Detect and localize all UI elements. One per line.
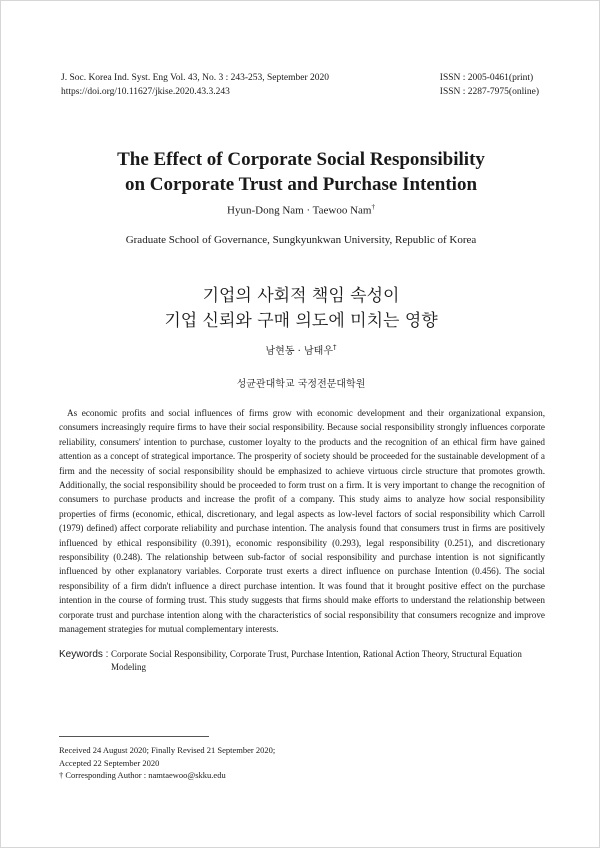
korean-author-names: 남현동 · 남태우 xyxy=(265,346,333,357)
korean-corresponding-mark: † xyxy=(333,343,337,352)
korean-affiliation: 성균관대학교 국정전문대학원 xyxy=(236,379,366,390)
corresponding-author-email: Corresponding Author : namtaewoo@skku.edu xyxy=(65,770,226,780)
dagger-mark: † xyxy=(59,770,64,780)
english-author-names: Hyun-Dong Nam · Taewoo Nam xyxy=(227,204,372,217)
abstract: As economic profits and social influences of firms grow with economic development and their organizational expansion, consumers increasingly require firms to have their social responsibility. Because social responsibility strongly influences corporate reliability, consumers' intention to purchase, customer loyalty to the products and the recognition of an ethical firm have gained attention as a concept of strategical importance. The prosperity of society should be proceeded for the sustainable development of a firm and the necessity of social responsibility should be emphasized to achieve virtuous circle structure that promotes growth. Additionally, the social responsibility should be proceeded to form trust on a firm. It is very important to change the recognition of consumers to purchase products and increase the profit of a company. This study aims to analyze how social responsibility properties of firms (economic, ethical, discretionary, and legal aspects as low-level factors of social responsibility which Carroll (1979) defined) affect corporate reliability and purchase intention. The analysis found that consumers trust in firms are positively influenced by ethical responsibility (0.391), economic responsibility (0.293), legal responsibility (0.251), and discretionary responsibility (0.248). The relationship between sub-factor of social responsibility and purchase intention is not significantly influenced by other explanatory variables. Corporate trust exerts a direct influence on purchase Intention (0.456). The social responsibility of a firm didn't influence a direct purchase intention. It was found that it brought positive effect on the purchase intention in the course of forming trust. This study suggests that firms should make efforts to understand the relationship between corporate trust and purchase intention along with the characteristics of social responsibility that consumers recognize and improve management strategies for mutual complementary interests. xyxy=(59,408,545,635)
footnotes xyxy=(59,744,545,782)
corresponding-author-note xyxy=(59,769,545,782)
keywords-label: Keywords : xyxy=(59,649,109,660)
issn-online: ISSN : 2287-7975(online) xyxy=(439,87,539,97)
issn-print: ISSN : 2005-0461(print) xyxy=(439,73,534,83)
journal-citation: J. Soc. Korea Ind. Syst. Eng Vol. 43, No. 3 : 243-253, September 2020 xyxy=(61,73,330,83)
corresponding-author-mark: † xyxy=(371,203,375,211)
korean-title-line2: 기업 신뢰와 구매 의도에 미치는 영향 xyxy=(164,311,438,331)
korean-title-line1: 기업의 사회적 책임 속성이 xyxy=(202,286,400,306)
korean-authors xyxy=(1,342,600,357)
footnote-divider xyxy=(59,736,209,737)
doi-link[interactable]: https://doi.org/10.11627/jkise.2020.43.3.243 xyxy=(61,87,230,97)
english-title-line1: The Effect of Corporate Social Responsibility xyxy=(117,149,485,170)
keywords-list: Corporate Social Responsibility, Corporate Trust, Purchase Intention, Rational Action Theory, Structural Equation Modeling xyxy=(111,649,522,672)
keywords xyxy=(59,648,545,674)
english-affiliation: Graduate School of Governance, Sungkyunkwan University, Republic of Korea xyxy=(125,234,477,246)
english-authors xyxy=(1,203,600,217)
received-date: Received 24 August 2020; Finally Revised 21 September 2020; xyxy=(59,745,276,755)
english-title xyxy=(1,147,600,197)
accepted-date: Accepted 22 September 2020 xyxy=(59,757,160,768)
english-title-line2: on Corporate Trust and Purchase Intention xyxy=(124,174,478,195)
korean-title xyxy=(1,284,600,334)
